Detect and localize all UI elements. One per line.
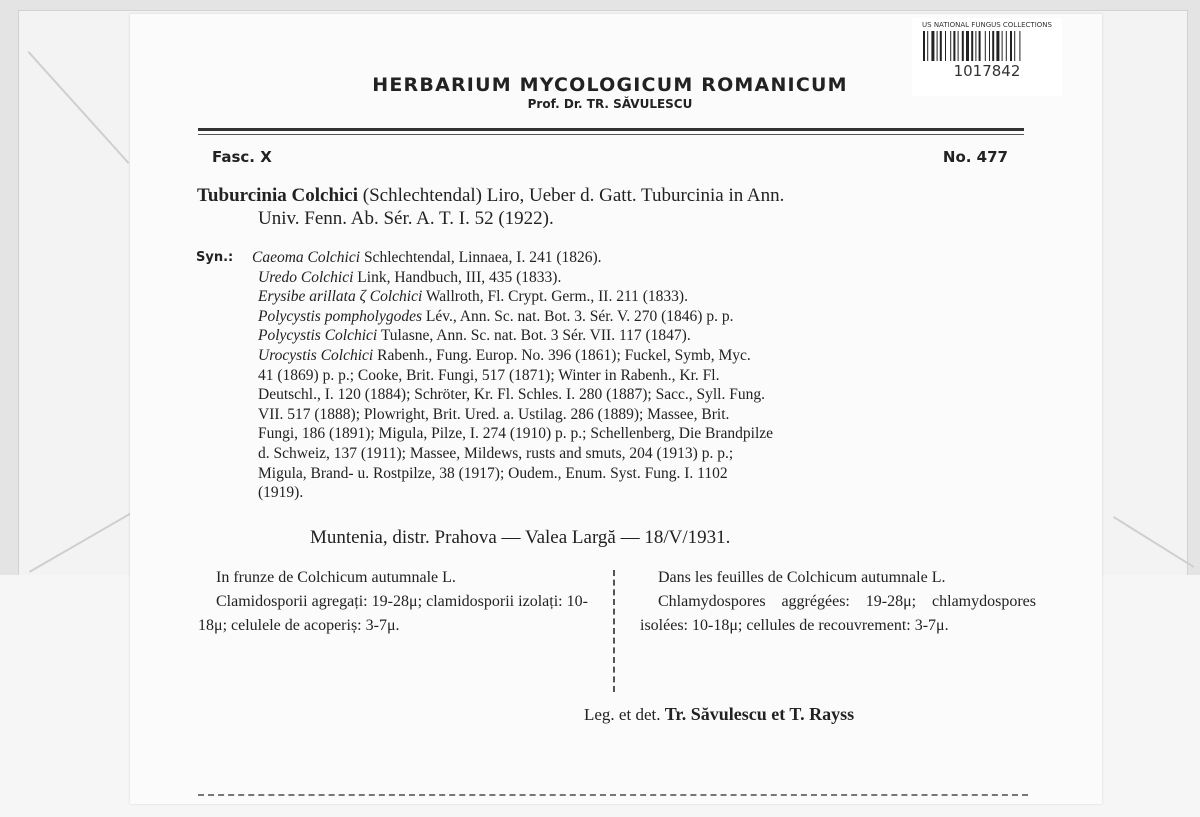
spores-romanian: Clamidosporii agregați: 19-28μ; clamidosporii izolați: 10-18μ; celulele de acoperiș: 3-7μ. — [198, 593, 588, 634]
synonym-continuation: 41 (1869) p. p.; Cooke, Brit. Fungi, 517 (1871); Winter in Rabenh., Kr. Fl. — [258, 366, 720, 384]
barcode-image — [921, 31, 1053, 61]
collector-line — [584, 704, 854, 725]
fascicle-number: Fasc. X — [212, 148, 272, 166]
barcode-bar — [962, 31, 964, 61]
synonym-entry — [258, 268, 1031, 288]
synonym-ref: Rabenh., Fung. Europ. No. 396 (1861); Fuckel, Symb, Myc. — [377, 346, 751, 364]
specimen-number: No. 477 — [942, 148, 1008, 166]
barcode-bar — [992, 31, 994, 61]
synonym-name: Caeoma Colchici — [252, 249, 361, 266]
synonym-name: Erysibe arillata ζ Colchici — [258, 288, 423, 306]
barcode-bar — [971, 31, 973, 61]
synonym-continuation: d. Schweiz, 137 (1911); Massee, Mildews, rusts and smuts, 204 (1913) p. p.; — [258, 444, 734, 462]
collector-names: Tr. Săvulescu et T. Rayss — [664, 704, 855, 724]
barcode-bar — [1006, 31, 1007, 61]
synonym-entry — [258, 326, 1031, 346]
barcode-bar — [979, 31, 981, 61]
barcode-bar — [923, 31, 925, 61]
barcode-bar — [1010, 31, 1012, 61]
species-name: Tuburcinia Colchici — [197, 185, 359, 206]
species-citation — [197, 184, 1027, 230]
synonym-name: Urocystis Colchici — [258, 346, 374, 364]
barcode-number: 1017842 — [953, 62, 1021, 80]
label-header — [0, 74, 1200, 111]
synonym-name: Uredo Colchici — [258, 268, 354, 286]
synonym-entry — [252, 248, 1031, 268]
barcode-bar — [966, 31, 969, 61]
barcode-bar — [940, 31, 942, 61]
synonym-name: Polycystis Colchici — [258, 327, 378, 345]
header-rule — [198, 128, 1024, 131]
description-romanian — [198, 566, 588, 638]
barcode-bar — [1014, 31, 1015, 61]
barcode-bar — [945, 31, 946, 61]
barcode-bar — [958, 31, 959, 61]
barcode-bar — [985, 31, 986, 61]
species-authority: (Schlechtendal) Liro, Ueber d. Gatt. Tuburcinia in Ann. — [362, 185, 785, 206]
barcode-bar — [927, 31, 928, 61]
collection-locality: Muntenia, distr. Prahova — Valea Largă — 18/V/1931. — [310, 527, 731, 548]
synonym-continuation: VII. 517 (1888); Plowright, Brit. Ured. a. Ustilag. 286 (1889); Massee, Brit. — [258, 405, 730, 423]
synonym-ref: Wallroth, Fl. Crypt. Germ., II. 211 (1833). — [425, 288, 688, 306]
synonym-continuation: Migula, Brand- u. Rostpilze, 38 (1917); Oudem., Enum. Syst. Fung. I. 1102 — [258, 464, 728, 482]
description-french — [640, 566, 1036, 638]
species-reference: Univ. Fenn. Ab. Sér. A. T. I. 52 (1922). — [258, 208, 554, 229]
synonym-ref: Link, Handbuch, III, 435 (1833). — [357, 268, 562, 286]
synonym-ref: Schlechtendal, Linnaea, I. 241 (1826). — [363, 249, 602, 266]
synonym-continuation: (1919). — [258, 484, 304, 502]
synonym-label: Syn.: — [196, 250, 234, 265]
barcode-bar — [1002, 31, 1003, 61]
packet-flap-fold — [1113, 516, 1195, 568]
synonym-continuation: Fungi, 186 (1891); Migula, Pilze, I. 274 (1910) p. p.; Schellenberg, Die Brandpilze — [258, 425, 774, 443]
column-divider — [613, 570, 617, 692]
synonym-name: Polycystis pompholygodes — [258, 307, 423, 325]
host-romanian: In frunze de Colchicum autumnale L. — [216, 569, 456, 586]
header-rule-thin — [198, 134, 1024, 135]
bottom-rule — [198, 794, 1028, 798]
synonym-entry — [258, 287, 1031, 307]
synonym-entry — [258, 346, 1031, 366]
barcode-bar — [950, 31, 951, 61]
collector-prefix: Leg. et det. — [584, 705, 661, 724]
host-french: Dans les feuilles de Colchicum autumnale L. — [658, 569, 946, 586]
synonym-continuation: Deutschl., I. 120 (1884); Schröter, Kr. Fl. Schles. I. 280 (1887); Sacc., Syll. Fung. — [258, 386, 765, 404]
barcode-bar — [937, 31, 938, 61]
herbarium-subtitle: Prof. Dr. TR. SĂVULESCU — [527, 97, 693, 111]
barcode-bar — [996, 31, 999, 61]
synonym-entry — [258, 307, 1031, 327]
herbarium-title: HERBARIUM MYCOLOGICUM ROMANICUM — [372, 74, 848, 96]
barcode-caption: US NATIONAL FUNGUS COLLECTIONS — [922, 21, 1052, 29]
synonymy-block — [196, 248, 1031, 503]
synonym-ref: Tulasne, Ann. Sc. nat. Bot. 3 Sér. VII. 117 (1847). — [380, 327, 691, 345]
barcode-bar — [931, 31, 934, 61]
barcode-bar — [1019, 31, 1020, 61]
spores-french: Chlamydospores aggrégées: 19-28μ; chlamydospores isolées: 10-18μ; cellules de recouvrement: 3-7μ. — [640, 593, 1036, 634]
synonym-ref: Lév., Ann. Sc. nat. Bot. 3. Sér. V. 270 (1846) p. p. — [425, 307, 734, 325]
barcode-bar — [953, 31, 955, 61]
barcode-bar — [975, 31, 976, 61]
barcode-bar — [989, 31, 990, 61]
